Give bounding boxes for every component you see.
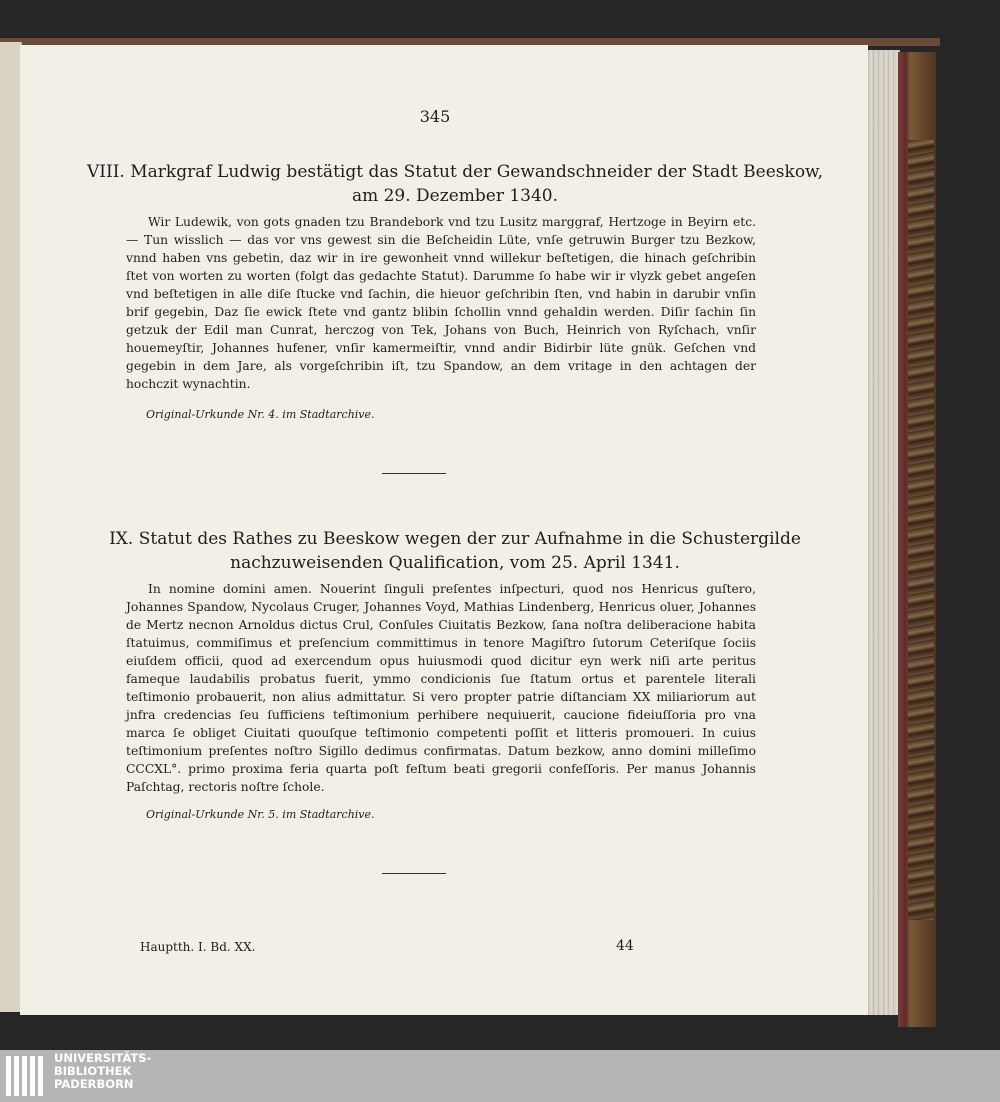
footer-sheet-number: 44 [616, 938, 634, 954]
section-ix-paragraph: In nomine domini amen. Nouerint ſinguli preſentes inſpecturi, quod nos Henricus guſtero, Johannes Spandow, Nycolaus Cruger, Johannes Voyd, Mathias Lindenberg, Henricus oluer, Johannes de Mertz necnon Arnoldus dictus Crul, Conſules Ciuitatis Bezkow, ſana noſtra deliberacione habita ſtatuimus, commiſimus et preſencium committimus in tenore Magiſtro ſutorum Ceteriſque ſociis eiuſdem officii, quod ad exercendum opus huiusmodi quod dicitur eyn werk niſi arte peritus fameque laudabilis probatus fuerit, ymmo condicionis ſue ſtatum ortus et parentele literali teſtimonio probauerit, non alius admittatur. Si vero propter patrie diſtanciam XX miliariorum aut jnfra credencias ſeu ſufficiens teſtimonium perhibere nequiuerit, caucione fideiuſſoria pro vna marca ſe obliget Ciuitati quouſque teſtimonio competenti poſſit et litteris promoueri. In cuius teſtimonium preſentes noſtro Sigillo dedimus confirmatas. Datum bezkow, anno domini milleſimo CCCXL°. primo proxima feria quarta poſt feſtum beati gregorii confeſſoris. Per manus Johannis Paſchtag, rectoris noſtre ſchole. [126, 582, 756, 794]
library-banner [0, 1050, 1000, 1102]
section-viii-paragraph: Wir Ludewik, von gots gnaden tzu Brandebork vnd tzu Lusitz marggraf, Hertzoge in Beyirn etc. — Tun wisslich — das vor vns gewest sin die Beſcheidin Lüte, vnſe getruwin Burger tzu Bezkow, vnnd haben vns gebetin, daz wir in ire gewonheit vnnd willekur beſtetigen, die hinach geſchribin ſtet von worten zu worten (folgt das gedachte Statut). Darumme ſo habe wir ir vlyzk gebet angeſen vnd beſtetigen in alle diſe ſtucke vnd ſachin, die hieuor geſchribin ſten, vnd habin in darubir vnſin brif gegebin, Daz ſie ewick ſtete vnd gantz blibin ſchollin vnnd gehaldin werden. Diſir ſachin ſin getzuk der Edil man Cunrat, herczog von Tek, Johans von Buch, Heinrich von Ryſchach, vnſir houemeyſtir, Johannes hufener, vnſir kamermeiſtir, vnnd andir Bidirbir lüte gnük. Geſchen vnd gegebin in dem Jare, als vorgeſchribin iſt, tzu Spandow, an dem vritage in den achtagen der hochczit wynachtin. [126, 215, 756, 391]
library-name [54, 1052, 151, 1091]
marbled-cover-pattern [908, 140, 934, 920]
section-ix-heading-line2: nachzuweisenden Qualification, vom 25. April 1341. [230, 553, 680, 573]
page-number: 345 [419, 107, 451, 126]
book-page [20, 45, 868, 1015]
section-ix-body [126, 580, 756, 796]
section-divider [382, 873, 446, 874]
section-ix-heading [80, 527, 830, 575]
section-viii-body [126, 213, 756, 393]
left-page-edge [0, 42, 22, 1012]
section-viii-heading-line1: VIII. Markgraf Ludwig bestätigt das Statut der Gewandschneider der Stadt Beeskow, [87, 162, 823, 182]
section-ix-source-note: Original-Urkunde Nr. 5. im Stadtarchive. [146, 808, 375, 821]
section-viii-heading-line2: am 29. Dezember 1340. [351, 186, 559, 206]
section-viii-source-note: Original-Urkunde Nr. 4. im Stadtarchive. [146, 408, 375, 421]
library-logo-icon [4, 1054, 48, 1098]
footer-signature: Hauptth. I. Bd. XX. [140, 940, 256, 954]
section-divider [382, 473, 446, 474]
section-ix-heading-line1: IX. Statut des Rathes zu Beeskow wegen der zur Aufnahme in die Schustergilde [109, 529, 801, 549]
library-name-line2: BIBLIOTHEK [54, 1064, 132, 1078]
library-name-line1: UNIVERSITÄTS- [54, 1051, 152, 1065]
section-viii-heading [80, 160, 830, 208]
library-name-line3: PADERBORN [54, 1077, 134, 1091]
